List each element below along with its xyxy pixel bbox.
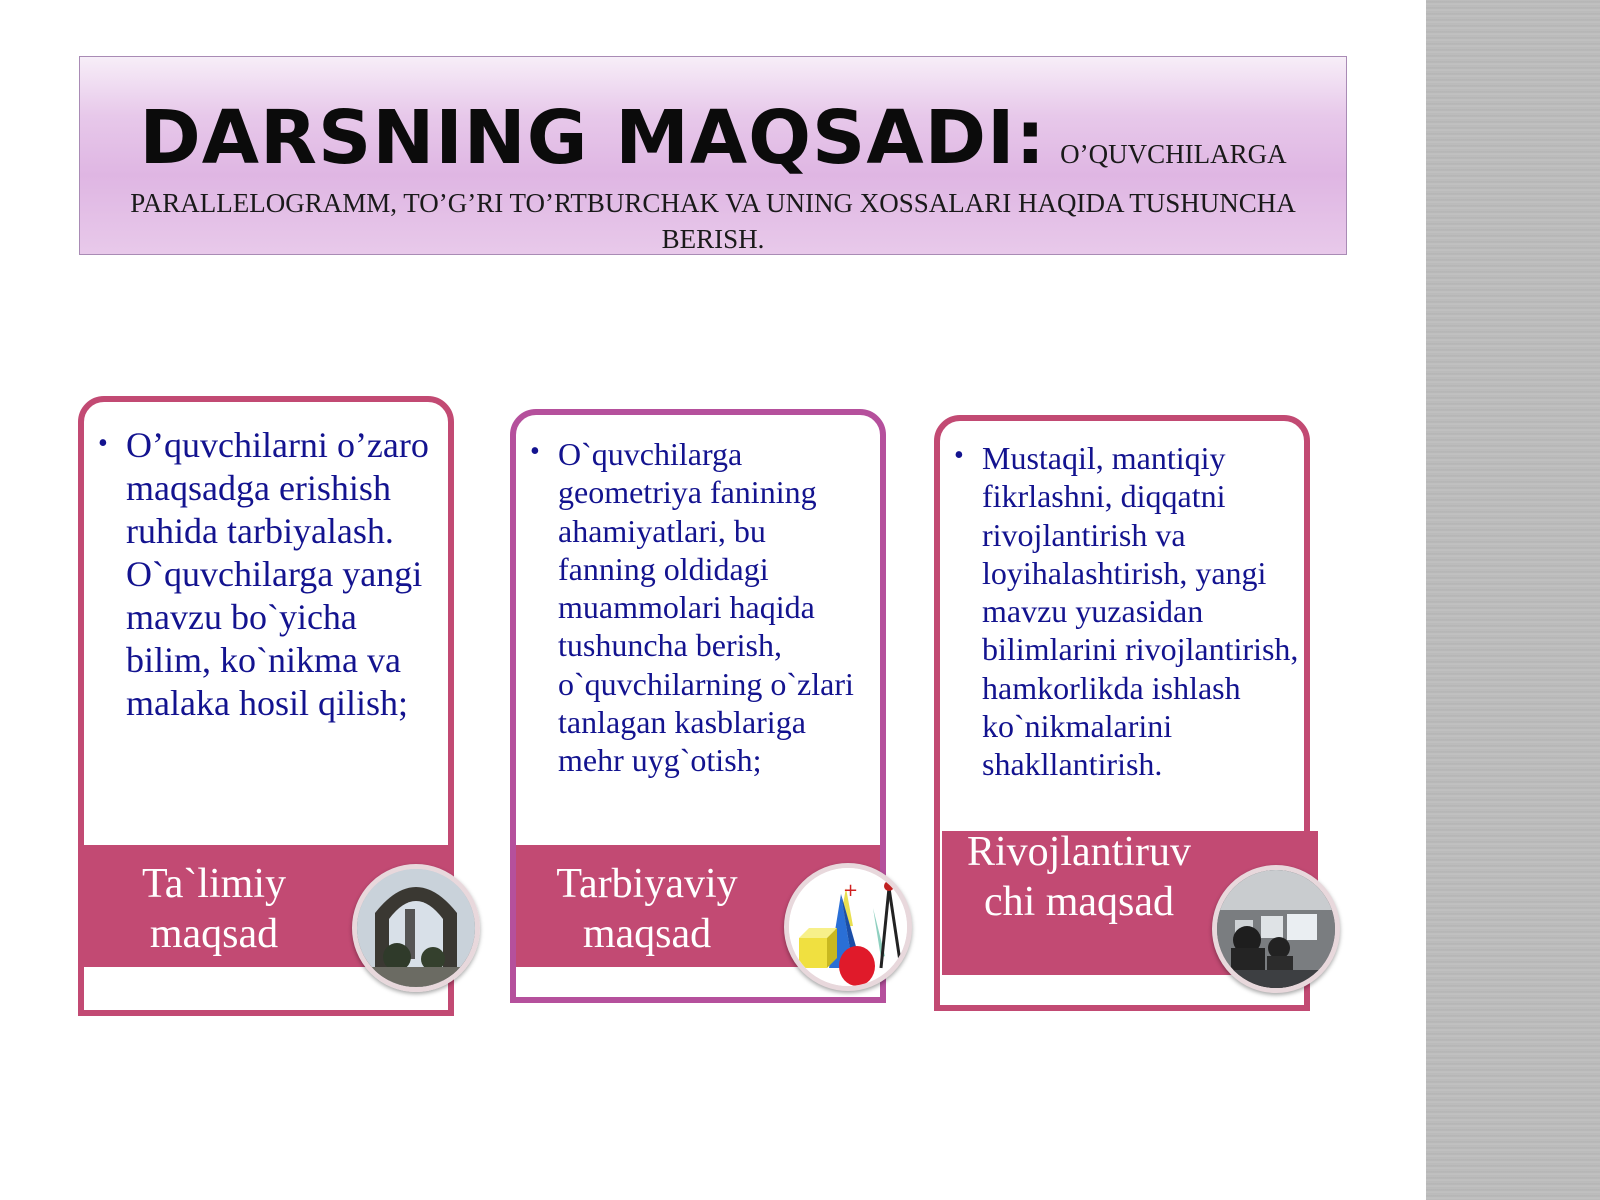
bullet-icon: • [98, 428, 108, 459]
card-tarbiyaviy-label: Tarbiyaviy maqsad [556, 861, 738, 957]
mosque-photo-icon [352, 864, 480, 992]
title-line [80, 95, 1346, 181]
page-title: DARSNING MAQSADI: [139, 95, 1047, 181]
card-talimiy-body: O’quvchilarni o’zaro maqsadga erishish ruhida tarbiyalash. O`quvchilarga yangi mavzu bo`yicha bilim, ko`nikma va malaka hosil qilish; [126, 425, 429, 723]
card-tarbiyaviy [510, 409, 886, 1003]
card-tarbiyaviy-text [530, 435, 870, 780]
card-rivojlantiruvchi [934, 415, 1310, 1011]
geometry-shapes-icon [784, 863, 912, 991]
card-talimiy-label: Ta`limiy maqsad [141, 861, 287, 957]
title-subtitle: PARALLELOGRAMM, TO’G’RI TO’RTBURCHAK VA UNING XOSSALARI HAQIDA TUSHUNCHA BERISH. [130, 188, 1296, 254]
bullet-icon: • [530, 436, 540, 467]
title-banner [79, 56, 1347, 255]
svg-text:+: + [843, 880, 859, 901]
card-tarbiyaviy-body: O`quvchilarga geometriya fanining ahamiyatlari, bu fanning oldidagi muammolari haqida tushuncha berish, o`quvchilarning o`zlari tanlagan kasblariga mehr uyg`otish; [558, 436, 854, 779]
card-rivojlantiruvchi-body: Mustaqil, mantiqiy fikrlashni, diqqatni rivojlantirish va loyihalashtirish, yangi mavzu yuzasidan bilimlarini rivojlantirish, hamkorlikda ishlash ko`nikmalarini shakllantirish. [982, 440, 1299, 783]
classroom-photo-icon [1212, 865, 1340, 993]
card-rivojlantiruvchi-label: Rivojlantiruvchi maqsad [967, 829, 1191, 925]
bullet-icon: • [954, 440, 964, 471]
title-subtitle-start: O’QUVCHILARGA [1060, 139, 1287, 169]
card-talimiy [78, 396, 454, 1016]
card-talimiy-text [98, 424, 438, 725]
card-rivojlantiruvchi-text [954, 439, 1300, 784]
side-texture-strip [1426, 0, 1600, 1200]
